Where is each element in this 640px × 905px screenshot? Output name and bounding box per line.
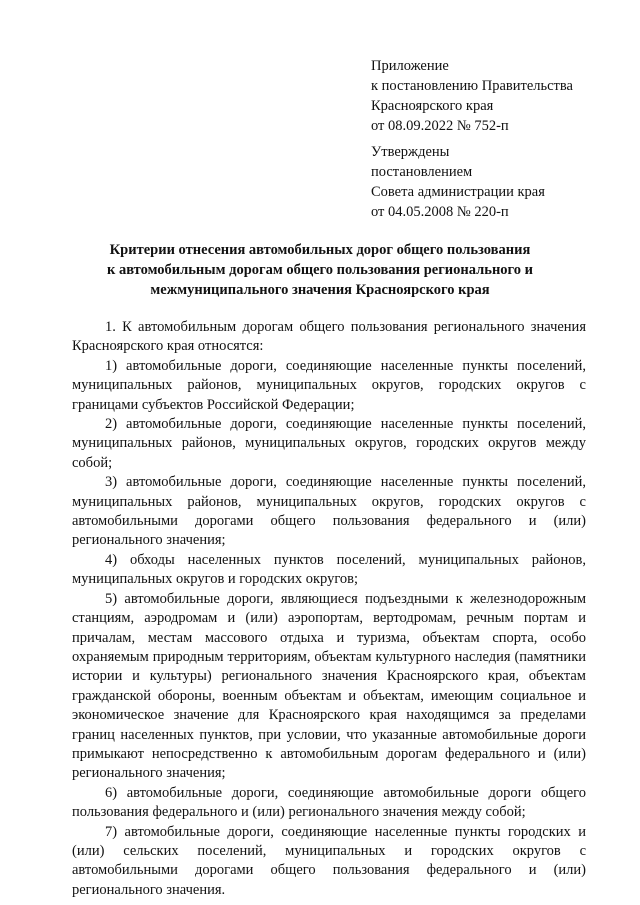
criterion-7: 7) автомобильные дороги, соединяющие населенные пункты городских и (или) сельских поселений, муниципальных и городских округов с автомобильными дорогами общего пользования федерального и (или) регионального значения. — [72, 823, 586, 898]
title-line: Критерии отнесения автомобильных дорог общего пользования — [109, 242, 531, 258]
appendix-header — [371, 56, 621, 136]
criterion-6: 6) автомобильные дороги, соединяющие автомобильные дороги общего пользования федерального и (или) регионального значения между собой; — [72, 784, 586, 821]
appendix-line: от 08.09.2022 № 752-п — [371, 118, 509, 134]
approval-header — [371, 142, 621, 222]
approval-line: постановлением — [371, 164, 473, 180]
criterion-3: 3) автомобильные дороги, соединяющие населенные пункты поселений, муниципальных районов, муниципальных округов, городских округов с автомобильными дорогами общего пользования федерального и (или) регионального значения; — [72, 474, 586, 549]
approval-line: от 04.05.2008 № 220-п — [371, 204, 509, 220]
criterion-2: 2) автомобильные дороги, соединяющие населенные пункты поселений, муниципальных районов, муниципальных округов, городских округов между собой; — [72, 416, 586, 471]
document-body — [72, 318, 586, 900]
document-title — [40, 240, 600, 300]
approval-line: Утверждены — [371, 144, 450, 160]
approval-line: Совета администрации края — [371, 184, 545, 200]
paragraph-1: 1. К автомобильным дорогам общего пользования регионального значения Красноярского края относятся: — [72, 319, 586, 355]
criterion-4: 4) обходы населенных пунктов поселений, муниципальных районов, муниципальных округов и городских округов; — [72, 551, 586, 588]
appendix-line: Приложение — [371, 58, 449, 74]
appendix-line: к постановлению Правительства — [371, 78, 573, 94]
criterion-1: 1) автомобильные дороги, соединяющие населенные пункты поселений, муниципальных районов, муниципальных округов, городских округов с границами субъектов Российской Федерации; — [72, 357, 586, 413]
title-line: к автомобильным дорогам общего пользования регионального и — [106, 262, 534, 278]
criterion-5: 5) автомобильные дороги, являющиеся подъездными к железнодорожным станциям, аэродромам и (или) аэропортам, вертодромам, речным портам и причалам, местам массового отдыха и туризма, объектам спорта, особо охраняемым природным территориям, объектам культурного наследия (памятники истории и культуры) регионального значения Красноярского края, объектам гражданской обороны, военным объектам и объектам, имеющим социальное и экономическое значение для Красноярского края находящимся за пределами границ населенных пунктов, при условии, что указанные автомобильные дороги примыкают непосредственно к автомобильным дорогам федерального и (или) регионального значения; — [72, 590, 586, 782]
title-line: межмуниципального значения Красноярского края — [150, 282, 490, 298]
appendix-line: Красноярского края — [371, 98, 494, 114]
